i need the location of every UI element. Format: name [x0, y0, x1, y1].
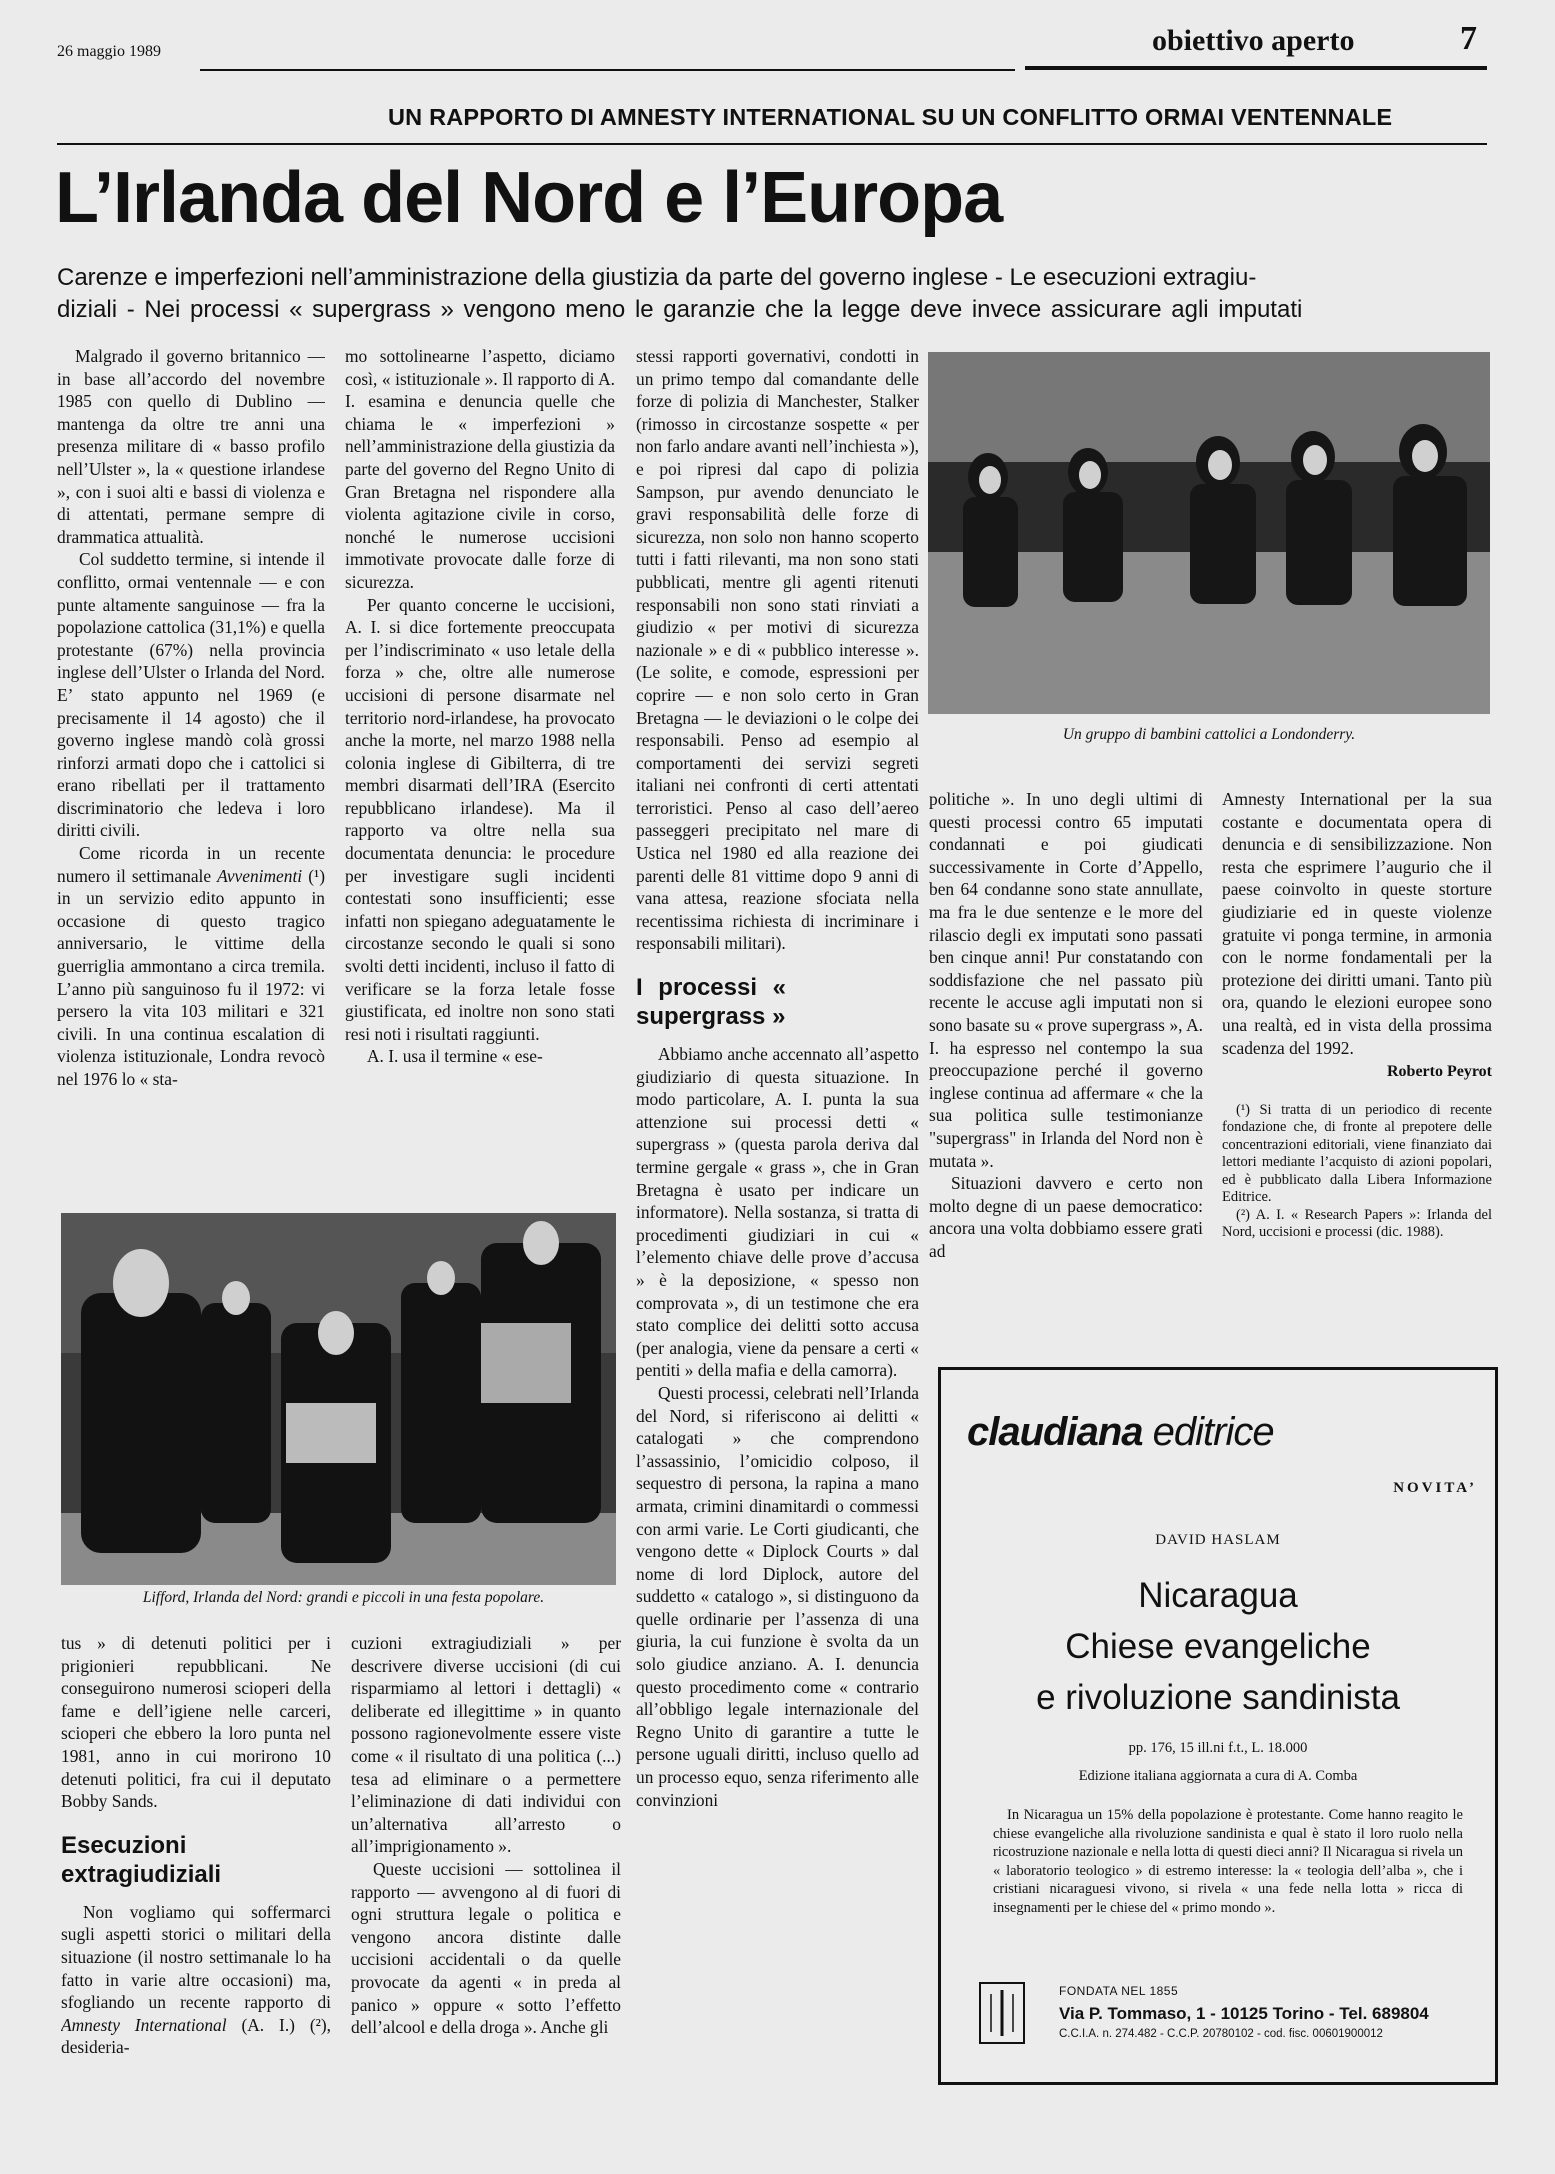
children-photo-caption: Un gruppo di bambini cattolici a Londonderry.: [1062, 726, 1356, 743]
kicker-rule: [57, 143, 1487, 145]
publisher-logo: [967, 1410, 1274, 1455]
section-name: obiettivo aperto: [1152, 24, 1355, 57]
masthead-rule-right: [1025, 66, 1487, 70]
publisher-emblem-icon: [979, 1982, 1025, 2044]
body-column-5: [1222, 788, 1492, 1328]
body-column-1-bottom: [61, 1632, 331, 2127]
festival-photo: [61, 1213, 616, 1585]
book-specs: pp. 176, 15 ill.ni f.t., L. 18.000: [1128, 1740, 1308, 1756]
book-title-line-3: e rivoluzione sandinista: [1036, 1678, 1400, 1717]
founded-year: FONDATA NEL 1855: [1059, 1984, 1179, 1998]
publisher-address: Via P. Tommaso, 1 - 10125 Torino - Tel. 689804: [1059, 2004, 1429, 2023]
paragraph: Come ricorda in un recente numero il settimanale Avvenimenti (¹) in un servizio edito appunto in occasione di questo tragico anniversario, le vittime della guerriglia ammontano a circa tremila. L’anno più sanguinoso fu il 1972: vi persero la vita 103 militari e 321 civili. In una continua escalation di violenza istituzionale, Londra revocò nel 1976 lo « sta-: [57, 843, 325, 1089]
body-column-4: [929, 788, 1203, 1328]
book-blurb: In Nicaragua un 15% della popolazione è protestante. Come hanno reagito le chiese evangeliche alla rivoluzione sandinista e qual è stato il loro ruolo nella ricostruzione nazionale e nella lotta di questi dieci anni? Il Nicaragua si rivela un « laboratorio teologico » di estremo interesse: la « teologia dell’alba », che i cristiani nicaraguesi vivono, si rivela « una fede nella lotta » ricca di insegnamenti per le chiese del « primo mondo ».: [993, 1807, 1463, 1916]
publisher-logo-bold: claudiana: [967, 1410, 1143, 1454]
subheading-esecuzioni: Esecuzioni extragiudiziali: [61, 1831, 222, 1888]
novita-label: NOVITA’: [1393, 1480, 1477, 1496]
body-column-2-bottom: [351, 1632, 621, 2127]
masthead-rule-left: [200, 69, 1015, 71]
book-edition: Edizione italiana aggiornata a cura di A. Comba: [1078, 1768, 1358, 1784]
children-photo-image: [928, 352, 1490, 714]
magazine-name: Avvenimenti: [217, 865, 303, 886]
paragraph: Queste uccisioni — sottolinea il rapporto — avvengono al di fuori di ogni struttura legale o politica e vengono ancora distinte dalle uccisioni accidentali o da quelle provocate da agenti « in preda al panico » oppure « sotto l’effetto dell’alcool e della droga ». Anche gli: [351, 1858, 621, 2038]
footnote-1: (¹) Si tratta di un periodico di recente fondazione che, di fronte al prepotere delle concentrazioni editoriali, viene finanziato dai lettori mediante l’acquisto di azioni popolari, ed è pubblicato dalla Libera Informazione Editrice.: [1222, 1101, 1492, 1206]
article-deck: [57, 262, 1489, 326]
page-number: 7: [1460, 20, 1477, 57]
organisation-name: Amnesty International: [61, 2014, 227, 2035]
paragraph: mo sottolinearne l’aspetto, diciamo così, « istituzionale ». Il rapporto di A. I. esamina e denuncia quelle che chiama le « imperfezioni » nell’amministrazione della giustizia da parte del governo del Regno Unito di Gran Bretagna nel rispondere alla violenta agitazione civile in corso, nonché le numerose uccisioni immotivate provocate dalle forze di sicurezza.: [345, 346, 615, 592]
book-author: DAVID HASLAM: [1155, 1532, 1281, 1548]
paragraph: Per quanto concerne le uccisioni, A. I. si dice fortemente preoccupata per l’indiscriminato « uso letale della forza » che, oltre alle numerose uccisioni di persone disarmate nel territorio nord-irlandese, ha provocato anche la morte, nel marzo 1988 nella colonia inglese di Gibilterra, di tre membri disarmati dell’IRA (Esercito repubblicano irlandese). Ma il rapporto va oltre nella sua documentata denuncia: le procedure per investigare sugli incidenti contestati sono insufficienti; esse infatti non spiegano adeguatamente le circostanze secondo le quali si sono svolti detti incidenti, incluso il fatto di verificare se la forza letale fosse giustificata, ed inoltre non sono stati resi noti i risultati raggiunti.: [345, 594, 615, 1044]
paragraph: Col suddetto termine, si intende il conflitto, ormai ventennale — e con punte altamente sanguinose — fra la popolazione cattolica (31,1%) e quella protestante (67%) nella provincia inglese dell’Ulster o Irlanda del Nord. E’ stato appunto nel 1969 (e precisamente il 14 agosto) che il governo inglese mandò colà grossi rinforzi armati dopo che i cattolici si erano ribellati per il trattamento discriminatorio che ledeva i loro diritti civili.: [57, 549, 325, 841]
article-headline: L’Irlanda del Nord e l’Europa: [55, 158, 1003, 238]
festival-photo-caption: Lifford, Irlanda del Nord: grandi e piccoli in una festa popolare.: [142, 1589, 545, 1606]
issue-date: 26 maggio 1989: [57, 43, 161, 60]
paragraph: Questi processi, celebrati nell’Irlanda del Nord, si riferiscono ai delitti « catalogati » che comprendono l’assassinio, l’omicidio colposo, il sequestro di persona, la rapina a mano armata, crimini dinamitardi o commessi con armi varie. Le Corti giudicanti, che vengono dette « Diplock Courts » dal nome di lord Diplock, autore del suddetto « catalogo », si distinguono da quelle ordinarie per l’assenza di una giuria, la cui funzione è svolta da un solo giudice anziano. A. I. denuncia questo procedimento come « contrario all’obbligo legale internazionale del Regno Unito di garantire a tutte le persone uguali diritti, incluso quello ad un processo equo, senza riferimento alle convinzioni: [636, 1382, 919, 1810]
paragraph: tus » di detenuti politici per i prigionieri repubblicani. Ne conseguirono numerosi scioperi della fame e dell’igiene nelle carceri, scioperi che ebbero la loro punta nel 1981, anno in cui morirono 10 detenuti politici, fra cui il deputato Bobby Sands.: [61, 1633, 331, 1812]
paragraph: Malgrado il governo britannico — in base all’accordo del novembre 1985 con quello di Dublino — mantenga da oltre tre anni una presenza militare di « basso profilo nell’Ulster », la « questione irlandese », con i suoi alti e bassi di violenza e di attentati, permane sempre di drammatica attualità.: [57, 346, 325, 547]
paragraph: politiche ». In uno degli ultimi di questi processi contro 65 imputati condannati e poi giudicati successivamente in Corte d’Appello, ben 64 condanne sono state annullate, ma fra le due sentenze e le more del rilascio degli ex imputati sono passati ben cinque anni! Pur constatando con soddisfazione che nel passato più recente le accuse agli imputati non si sono basate su « prove supergrass », A. I. ha espresso nel contempo la sua preoccupazione perché il governo inglese continua ad affermare « che la sua politica sulle testimonianze "supergrass" in Irlanda del Nord non è mutata ».: [929, 789, 1203, 1171]
deck-line-2: diziali - Nei processi « supergrass » vengono meno le garanzie che la legge deve invece assicurare agli imputati: [57, 296, 1303, 323]
footnote-2: (²) A. I. « Research Papers »: Irlanda del Nord, uccisioni e processi (dic. 1988).: [1222, 1206, 1492, 1241]
paragraph: Situazioni davvero e certo non molto degne di un paese democratico: ancora una volta dobbiamo essere grati ad: [929, 1173, 1203, 1261]
paragraph: cuzioni extragiudiziali » per descrivere diverse uccisioni (di cui risparmiamo al lettori i dettagli) « deliberate ed illegittime » in quanto possono ragionevolmente essere viste come « il risultato di una politica (...) tesa ad eliminare o a permettere l’eliminazione di dati individui con un’alternativa all’arresto o all’imprigionamento ».: [351, 1633, 621, 1857]
paragraph: Abbiamo anche accennato all’aspetto giudiziario di questa situazione. In modo particolare, A. I. punta la sua attenzione sui processi detti « supergrass » (questa parola deriva dal termine gergale « grass », che in Gran Bretagna è usato per indicare un informatore). Nella sostanza, si tratta di procedimenti giudiziari in cui « l’elemento chiave delle prove d’accusa » è la deposizione, « spesso non comprovata », di un testimone che era stato complice dei delitti sotto accusa (per analogia, viene da pensare a certi « pentiti » della mafia e della camorra).: [636, 1044, 919, 1381]
children-photo: [928, 352, 1490, 714]
deck-line-1: Carenze e imperfezioni nell’amministrazione della giustizia da parte del governo inglese - Le esecuzioni extragiu-: [57, 264, 1257, 291]
body-column-1: [57, 345, 325, 1175]
paragraph: Amnesty International per la sua costante e documentata opera di denuncia e di sensibilizzazione. Non resta che esprimere l’augurio che il paese coinvolto in queste storture giudiziarie ed in queste violenze gratuite vi ponga termine, in armonia con le norme fondamentali per la protezione dei diritti umani. Tanto più ora, quando le elezioni europee sono una realtà, ed in vista della prossima scadenza del 1992.: [1222, 789, 1492, 1058]
publisher-registry: C.C.I.A. n. 274.482 - C.C.P. 20780102 - cod. fisc. 00601900012: [1059, 2028, 1383, 2040]
paragraph: Non vogliamo qui soffermarci sugli aspetti storici o militari della situazione (il nostro settimanale lo ha fatto in varie altre occasioni) ma, sfogliando un recente rapporto di Amnesty International (A. I.) (²), desideria-: [61, 1901, 331, 2058]
festival-photo-image: [61, 1213, 616, 1585]
paragraph: stessi rapporti governativi, condotti in un primo tempo dal comandante delle forze di polizia di Manchester, Stalker (rimosso in circostanze sospette « per non farlo andare avanti nell’inchiesta »), e poi ripresi dal capo di polizia Sampson, pur avendo denunciato le gravi responsabilità delle forze di sicurezza, non solo non hanno scoperto tutti i fatti rilevanti, ma non sono stati pubblicati, mentre gli agenti ritenuti responsabili non sono stati rinviati a giudizio « per motivi di sicurezza nazionale » e di « pubblico interesse ». (Le solite, e comode, espressioni per coprire — e non solo certo in Gran Bretagna — le deviazioni o le colpe dei responsabili. Penso ad esempio al comportamenti dei servizi segreti italiani nei confronti di certi attentati terroristici. Penso al caso dell’aereo passeggeri precipitato nel mare di Ustica nel 1980 ed alla reazione dei parenti delle 81 vittime dopo 9 anni di vana attesa, reazione sfociata nella recentissima richiesta di incriminare i responsabili militari).: [636, 346, 919, 954]
body-column-3: [636, 345, 919, 2120]
book-title: [941, 1570, 1495, 1723]
publisher-logo-light: editrice: [1142, 1410, 1274, 1454]
book-title-line-2: Chiese evangeliche: [1065, 1627, 1371, 1666]
subheading-processi: I processi « supergrass »: [636, 974, 786, 1031]
book-title-line-1: Nicaragua: [1138, 1576, 1298, 1615]
article-author: Roberto Peyrot: [1387, 1063, 1492, 1081]
body-column-2: [345, 345, 615, 1175]
paragraph: A. I. usa il termine « ese-: [367, 1046, 543, 1067]
footnotes: [1222, 1102, 1492, 1242]
article-kicker: UN RAPPORTO DI AMNESTY INTERNATIONAL SU UN CONFLITTO ORMAI VENTENNALE: [388, 104, 1393, 130]
claudiana-advertisement: [938, 1367, 1498, 2085]
